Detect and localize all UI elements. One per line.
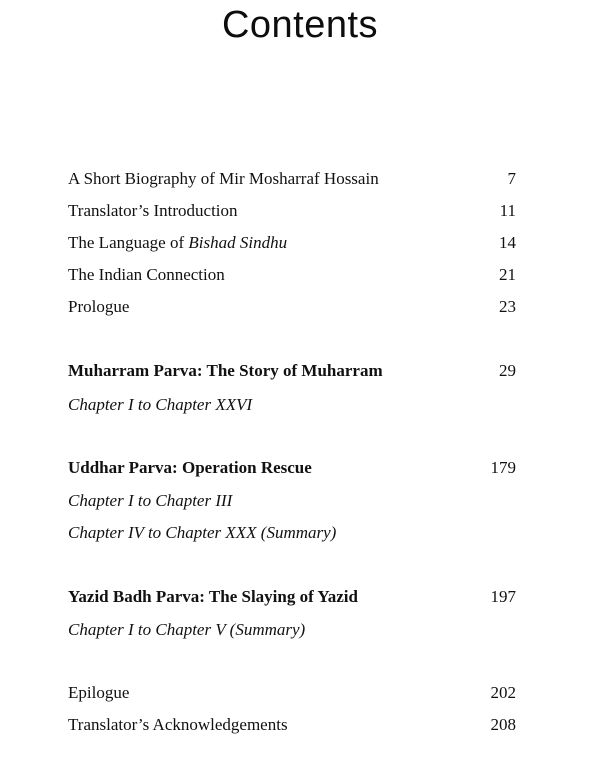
toc-entry-title-prefix: The Language of [68,233,189,252]
toc-chapter-range[interactable] [68,618,516,642]
toc-entry-title: Epilogue [68,683,130,702]
toc-chapter-range[interactable] [68,489,516,513]
page-title: Contents [221,4,379,46]
toc-page-number: 11 [499,201,516,220]
toc-entry-prologue[interactable] [68,295,516,319]
toc-entry-title: The Indian Connection [68,265,225,284]
toc-chapter-range[interactable] [68,521,516,545]
toc-entry-title: Translator’s Acknowledgements [68,715,288,734]
toc-entry-short-biography[interactable] [68,167,516,191]
toc-section-yazid-badh-parva[interactable] [68,585,516,609]
toc-page-number: 23 [499,297,516,316]
toc-chapter-range[interactable] [68,393,516,417]
toc-entry-title: Prologue [68,297,130,316]
toc-page-number: 14 [499,233,516,252]
toc-page-number: 208 [490,715,516,734]
toc-entry-epilogue[interactable] [68,681,516,705]
toc-page-number: 7 [507,169,516,188]
toc-page-number: 21 [499,265,516,284]
toc-section-title: Yazid Badh Parva: The Slaying of Yazid [68,587,358,606]
toc-page-number: 197 [490,587,516,606]
toc-section-title: Uddhar Parva: Operation Rescue [68,458,312,477]
toc-entry-title [68,231,287,255]
toc-chapter-range-label: Chapter IV to Chapter XXX (Summary) [68,523,337,542]
toc-entry-title-italic: Bishad Sindhu [188,233,288,252]
toc-entry-indian-connection[interactable] [68,263,516,287]
toc-page-number: 29 [499,361,516,380]
toc-page-number: 202 [490,683,516,702]
toc-entry-translators-introduction[interactable] [68,199,516,223]
toc-chapter-range-label: Chapter I to Chapter III [68,491,233,510]
toc-entry-title: A Short Biography of Mir Mosharraf Hossain [68,169,379,188]
toc-chapter-range-label: Chapter I to Chapter V (Summary) [68,620,306,639]
toc-entry-translators-acknowledgements[interactable] [68,713,516,737]
toc-chapter-range-label: Chapter I to Chapter XXVI [68,395,253,414]
toc-section-title: Muharram Parva: The Story of Muharram [68,361,383,380]
toc-entry-language-of-bishad-sindhu[interactable] [68,231,516,255]
toc-entry-title: Translator’s Introduction [68,201,238,220]
toc-section-uddhar-parva[interactable] [68,456,516,480]
toc-page-number: 179 [490,458,516,477]
toc-section-muharram-parva[interactable] [68,359,516,383]
